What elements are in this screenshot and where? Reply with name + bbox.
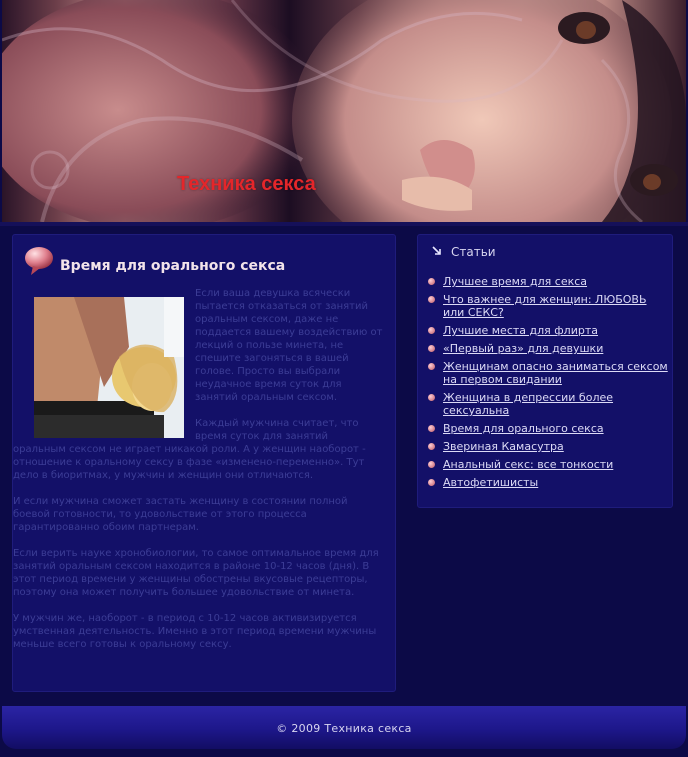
bullet-dot-icon [428, 363, 435, 370]
list-item [428, 458, 668, 471]
bullet-dot-icon [428, 479, 435, 486]
article-body [13, 287, 383, 687]
sidebar-link[interactable]: Женщинам опасно заниматься сексом на первом свидании [443, 360, 668, 386]
article-paragraph: И если мужчина сможет застать женщину в состоянии полной боевой готовности, то удовольствие от этого процесса гарантированно обоим партнерам. [13, 496, 348, 533]
list-item [428, 476, 668, 489]
article-paragraph: Если ваша девушка всячески пытается отказаться от занятий оральным сексом, даже не поддается вашему воздействию от лекций о пользе минета, не спешите загоняться в вашей голове. Просто вы выбрали неудачное время суток для занятий оральным сексом. [195, 288, 383, 403]
sidebar-link[interactable]: Лучшие места для флирта [443, 324, 598, 337]
header-banner [2, 0, 686, 222]
list-item [428, 324, 668, 337]
site-title[interactable]: Техника секса [177, 173, 316, 195]
list-item [428, 293, 668, 319]
arrow-down-right-icon [432, 246, 442, 256]
article-title: Время для орального секса [60, 258, 286, 274]
article-panel [12, 234, 396, 692]
header-photo [2, 0, 686, 222]
copyright-text: © 2009 Техника секса [276, 722, 412, 735]
sidebar-title: Статьи [451, 245, 496, 259]
bullet-dot-icon [428, 425, 435, 432]
sidebar-link[interactable]: Анальный секс: все тонкости [443, 458, 614, 471]
list-item [428, 275, 668, 288]
bullet-dot-icon [428, 327, 435, 334]
sidebar-link[interactable]: Время для орального секса [443, 422, 604, 435]
list-item [428, 360, 668, 386]
article-paragraph: У мужчин же, наоборот - в период с 10-12 часов активизируется умственная деятельность. Именно в этот период времени мужчины меньше всего готовы к оральному сексу. [13, 613, 377, 650]
bullet-dot-icon [428, 278, 435, 285]
header-divider [0, 222, 688, 226]
sidebar-link[interactable]: Женщина в депрессии более сексуальна [443, 391, 614, 417]
sidebar-articles [417, 234, 673, 508]
article-title-row [23, 245, 383, 277]
footer [2, 706, 686, 749]
speech-bubble-icon [23, 245, 55, 277]
list-item [428, 422, 668, 435]
sidebar-link[interactable]: Звериная Камасутра [443, 440, 564, 453]
article-list [428, 275, 668, 494]
photo-spacer [13, 287, 195, 441]
list-item [428, 391, 668, 417]
bullet-dot-icon [428, 443, 435, 450]
article-paragraph: Каждый мужчина считает, что время суток для занятий оральным сексом не играет никакой роли. А у женщин наоборот - отношение к оральному сексу в фазе «изменено-переменно». Тут дело в биоритмах, у мужчин и женщин они отличаются. [13, 418, 366, 481]
list-item [428, 440, 668, 453]
sidebar-link[interactable]: Автофетишисты [443, 476, 539, 489]
sidebar-link[interactable]: Что важнее для женщин: ЛЮБОВЬ или СЕКС? [443, 293, 647, 319]
bullet-dot-icon [428, 461, 435, 468]
sidebar-link[interactable]: Лучшее время для секса [443, 275, 588, 288]
bullet-dot-icon [428, 296, 435, 303]
article-paragraph: Если верить науке хронобиологии, то самое оптимальное время для занятий оральным сексом находится в районе 10-12 часов (дня). В этот период времени у женщины обострены вкусовые рецепторы, поэтому она может получить большее удовольствие от минета. [13, 548, 379, 598]
bullet-dot-icon [428, 345, 435, 352]
sidebar-link[interactable]: «Первый раз» для девушки [443, 342, 604, 355]
bullet-dot-icon [428, 394, 435, 401]
list-item [428, 342, 668, 355]
sidebar-header [432, 245, 662, 263]
